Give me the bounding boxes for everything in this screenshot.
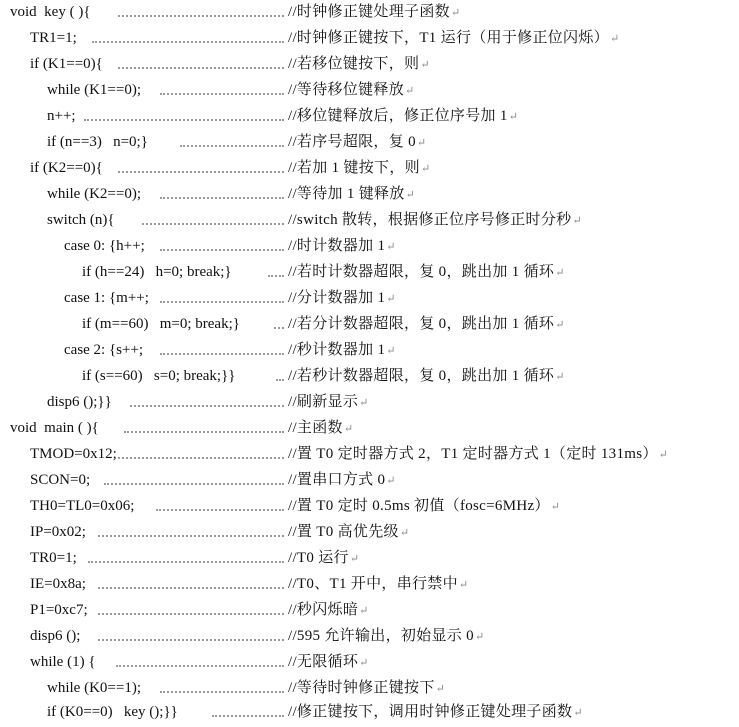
comment-text: //等待移位键释放↵ (288, 82, 415, 98)
dot-leader (160, 249, 284, 251)
paragraph-mark-icon: ↵ (405, 85, 415, 97)
code-line (0, 52, 739, 78)
code-line (0, 520, 739, 546)
code-line (0, 700, 739, 726)
code-line (0, 676, 739, 702)
code-text: if (K1==0){ (30, 56, 103, 72)
code-line (0, 468, 739, 494)
comment-text: //若移位键按下，则↵ (288, 56, 430, 72)
code-line (0, 494, 739, 520)
code-text: TMOD=0x12; (30, 446, 117, 462)
dot-leader (160, 691, 284, 693)
code-text: if (h==24) h=0; break;} (82, 264, 232, 280)
comment-text: //若时计数器超限，复 0，跳出加 1 循环↵ (288, 264, 565, 280)
dot-leader (156, 509, 284, 511)
dot-leader (268, 275, 284, 277)
code-line (0, 260, 739, 286)
paragraph-mark-icon: ↵ (474, 631, 485, 643)
paragraph-mark-icon: ↵ (508, 111, 519, 123)
code-text: if (n==3) n=0;} (47, 134, 148, 150)
code-line (0, 0, 739, 26)
dot-leader (160, 353, 284, 355)
dot-leader (274, 327, 284, 329)
paragraph-mark-icon: ↵ (386, 293, 396, 305)
code-line (0, 208, 739, 234)
code-line (0, 312, 739, 338)
dot-leader (98, 535, 284, 537)
code-text: if (K2==0){ (30, 160, 103, 176)
comment-text: //等待加 1 键释放↵ (288, 186, 416, 202)
code-line (0, 598, 739, 624)
comment-text: //置串口方式 0↵ (288, 472, 396, 488)
dot-leader (276, 379, 284, 381)
code-line (0, 364, 739, 390)
code-text: disp6 ();}} (47, 394, 112, 410)
code-line (0, 572, 739, 598)
paragraph-mark-icon: ↵ (420, 59, 430, 71)
code-line (0, 182, 739, 208)
paragraph-mark-icon: ↵ (458, 579, 469, 591)
comment-text: //T0 运行↵ (288, 550, 360, 566)
dot-leader (160, 301, 284, 303)
code-text: case 0: {h++; (64, 238, 145, 254)
dot-leader (98, 639, 284, 641)
code-line (0, 338, 739, 364)
paragraph-mark-icon: ↵ (399, 527, 410, 539)
comment-text: //T0、T1 开中，串行禁中↵ (288, 576, 469, 592)
paragraph-mark-icon: ↵ (386, 475, 396, 487)
code-line (0, 78, 739, 104)
paragraph-mark-icon: ↵ (435, 683, 446, 695)
code-line (0, 624, 739, 650)
dot-leader (104, 483, 284, 485)
code-text: while (K0==1); (47, 680, 141, 696)
paragraph-mark-icon: ↵ (359, 605, 369, 617)
comment-text: //分计数器加 1↵ (288, 290, 396, 306)
paragraph-mark-icon: ↵ (658, 449, 669, 461)
code-line (0, 156, 739, 182)
dot-leader (118, 457, 284, 459)
paragraph-mark-icon: ↵ (450, 7, 461, 19)
paragraph-mark-icon: ↵ (386, 345, 396, 357)
comment-text: //等待时钟修正键按下↵ (288, 680, 446, 696)
paragraph-mark-icon: ↵ (555, 371, 565, 383)
comment-text: //秒计数器加 1↵ (288, 342, 396, 358)
code-text: case 2: {s++; (64, 342, 144, 358)
dot-leader (124, 431, 284, 433)
code-text: TR0=1; (30, 550, 77, 566)
comment-text: //时计数器加 1↵ (288, 238, 396, 254)
dot-leader (180, 145, 284, 147)
comment-text: //595 允许输出，初始显示 0↵ (288, 628, 485, 644)
paragraph-mark-icon: ↵ (359, 397, 369, 409)
code-text: while (K2==0); (47, 186, 141, 202)
comment-text: //时钟修正键处理子函数↵ (288, 4, 461, 20)
dot-leader (88, 561, 284, 563)
code-line (0, 104, 739, 130)
comment-text: //若加 1 键按下，则↵ (288, 160, 431, 176)
code-text: IE=0x8a; (30, 576, 86, 592)
paragraph-mark-icon: ↵ (386, 241, 396, 253)
dot-leader (84, 119, 284, 121)
paragraph-mark-icon: ↵ (555, 319, 565, 331)
code-text: n++; (47, 108, 76, 124)
code-text: if (m==60) m=0; break;} (82, 316, 240, 332)
code-text: while (1) { (30, 654, 96, 670)
code-text: TR1=1; (30, 30, 77, 46)
comment-text: //置 T0 高优先级↵ (288, 524, 410, 540)
code-line (0, 416, 739, 442)
comment-text: //时钟修正键按下，T1 运行（用于修正位闪烁）↵ (288, 30, 620, 46)
code-text: case 1: {m++; (64, 290, 149, 306)
code-text: if (K0==0) key ();}} (47, 704, 178, 720)
dot-leader (130, 405, 284, 407)
code-text: SCON=0; (30, 472, 91, 488)
dot-leader (98, 613, 284, 615)
code-text: TH0=TL0=0x06; (30, 498, 135, 514)
paragraph-mark-icon: ↵ (405, 189, 416, 201)
code-text: if (s==60) s=0; break;}} (82, 368, 236, 384)
comment-text: //switch 散转，根据修正位序号修正时分秒↵ (288, 212, 582, 228)
code-line (0, 546, 739, 572)
paragraph-mark-icon: ↵ (572, 215, 582, 227)
code-line (0, 130, 739, 156)
paragraph-mark-icon: ↵ (555, 267, 565, 279)
dot-leader (142, 223, 284, 225)
comment-text: //无限循环↵ (288, 654, 369, 670)
comment-text: //主函数↵ (288, 420, 354, 436)
paragraph-mark-icon: ↵ (359, 657, 369, 669)
code-line (0, 442, 739, 468)
code-text: P1=0xc7; (30, 602, 88, 618)
code-text: while (K1==0); (47, 82, 141, 98)
paragraph-mark-icon: ↵ (420, 163, 431, 175)
comment-text: //修正键按下，调用时钟修正键处理子函数↵ (288, 704, 583, 720)
dot-leader (92, 41, 284, 43)
code-line (0, 390, 739, 416)
comment-text: //刷新显示↵ (288, 394, 369, 410)
comment-text: //秒闪烁暗↵ (288, 602, 369, 618)
paragraph-mark-icon: ↵ (573, 707, 583, 719)
dot-leader (116, 665, 284, 667)
comment-text: //若分计数器超限，复 0，跳出加 1 循环↵ (288, 316, 565, 332)
dot-leader (118, 171, 284, 173)
comment-text: //置 T0 定时 0.5ms 初值（fosc=6MHz）↵ (288, 498, 561, 514)
code-line (0, 286, 739, 312)
code-text: switch (n){ (47, 212, 115, 228)
code-text: void key ( ){ (10, 4, 91, 20)
code-text: void main ( ){ (10, 420, 99, 436)
paragraph-mark-icon: ↵ (550, 501, 561, 513)
comment-text: //移位键释放后，修正位序号加 1↵ (288, 108, 519, 124)
paragraph-mark-icon: ↵ (349, 553, 360, 565)
dot-leader (212, 715, 284, 717)
comment-text: //置 T0 定时器方式 2，T1 定时器方式 1（定时 131ms）↵ (288, 446, 669, 462)
code-text: IP=0x02; (30, 524, 86, 540)
dot-leader (160, 93, 284, 95)
code-line (0, 26, 739, 52)
dot-leader (98, 587, 284, 589)
paragraph-mark-icon: ↵ (609, 33, 620, 45)
dot-leader (118, 67, 284, 69)
comment-text: //若序号超限，复 0↵ (288, 134, 427, 150)
code-text: disp6 (); (30, 628, 81, 644)
paragraph-mark-icon: ↵ (416, 137, 427, 149)
comment-text: //若秒计数器超限，复 0，跳出加 1 循环↵ (288, 368, 565, 384)
code-line (0, 650, 739, 676)
dot-leader (118, 15, 284, 17)
code-line (0, 234, 739, 260)
paragraph-mark-icon: ↵ (343, 423, 354, 435)
dot-leader (160, 197, 284, 199)
